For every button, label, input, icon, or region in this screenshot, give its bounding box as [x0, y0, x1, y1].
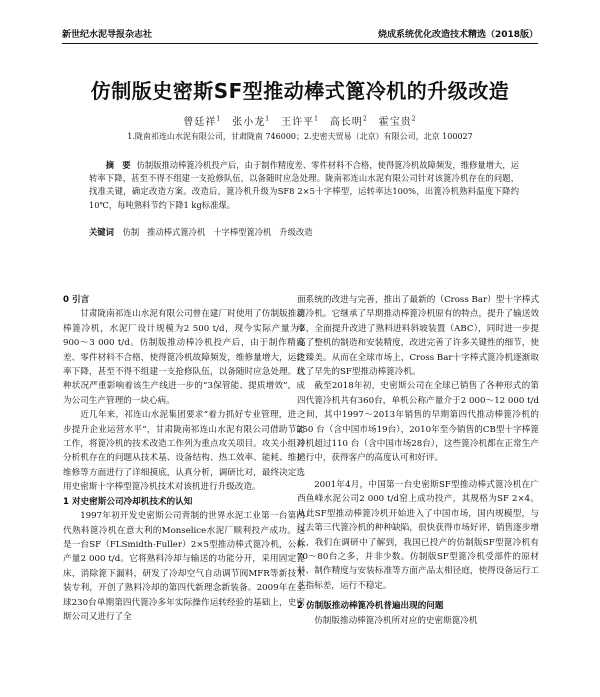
author-affil-mark: 2	[411, 115, 417, 123]
keywords-label: 关键词	[89, 227, 114, 237]
body-paragraph: 截至2018年初，史密斯公司在全球已销售了各种形式的第四代篦冷机共有360台，单机公称产量介于2 000～12 000 t/d之间，其中1997～2013年销售的早期第四代推动棒篦冷机的 250 台（含中国市场19台），2010年至今销售的CB型十字棒篦冷机超过110 台（含中国市场28台），这些篦冷机都在正常生产运行中，获得客户的高度认可和好评。	[297, 381, 539, 464]
author-name: 王许平	[281, 117, 315, 128]
author-affil-mark: 1	[216, 115, 222, 123]
author-name: 曾廷祥	[183, 117, 217, 128]
section-heading: 0 引言	[63, 295, 90, 305]
body-paragraph: 近几年来，祁连山水泥集团要求“着力抓好专业管理，进一步提升企业运营水平”，甘肃陇南祁连山水泥有限公司借助节能工作，将篦冷机的技术改造工作列为重点攻关项目。攻关小组对分析机存在的问题从技术基、设备结构、热工效率、能耗、维护维修等方面进行了详细摸底，认真分析，调研比对，最终决定选用史密斯十字棒型篦冷机技术对该机进行升级改造。	[63, 410, 305, 493]
section-heading: 1 对史密斯公司冷却机技术的认知	[63, 496, 193, 507]
keywords	[89, 226, 519, 238]
abstract-label: 摘 要	[105, 160, 131, 170]
header-rule	[62, 43, 538, 44]
body-column-left	[63, 293, 305, 624]
header-publisher: 新世纪水泥导报杂志社	[62, 30, 153, 40]
keyword: 十字棒型篦冷机	[213, 227, 272, 237]
author-affil-mark: 1	[265, 115, 271, 123]
keyword: 推动棒式篦冷机	[147, 227, 206, 237]
keyword: 升级改造	[279, 227, 313, 237]
body-paragraph: 面系统的改进与完善，推出了最新的（Cross Bar）型十字棒式篦冷机。它继承了早期推动棒篦冷机原有的特点，提升了输送效率，全面提升改进了熟料进料斜坡装置（ABC），同时进一步提高了整机的制造和安装精度，改进完善了许多关键性的细节，使之臻美。从而在全球市场上，Cross Bar十字棒式篦冷机逐渐取代了早先的SF型推动棒篦冷机。	[297, 295, 539, 378]
section-heading: 2 仿制版推动棒篦冷机普遍出现的问题	[297, 601, 444, 612]
body-column-right	[297, 293, 539, 628]
body-paragraph: 仿制版推动棒篦冷机所对应的史密斯篦冷机	[314, 615, 478, 626]
abstract-text: 仿制版推动棒篦冷机投产后，由于制作精度差、零件材料不合格，使得篦冷机故障频发，维修量增大，运转率下降，甚至不得不组建一支抢修队伍，以备随时应急处理。陇南祁连山水泥有限公司针对该篦冷机存在的问题，找准关键，确定改造方案。改造后，篦冷机升级为SF8 2×5十字棒型，运转率达100%，出篦冷机熟料温度下降约10℃，每吨熟料节约下降1 kg标准煤。	[89, 160, 519, 210]
paper-title: 仿制版史密斯SF型推动棒式篦冷机的升级改造	[90, 79, 510, 103]
affiliation: 1.陇南祁连山水泥有限公司，甘肃陇南 746000；2.史密夫贸易（北京）有限公司，北京 100027	[127, 132, 473, 141]
author-name: 张小龙	[232, 117, 266, 128]
body-paragraph: 2001年4月，中国第一台史密斯SF型推动棒式篦冷机在广西鱼峰水泥公司2 000 t/d窑上成功投产，其规格为SF 2×4。从此SF型推动棒篦冷机开始进入了中国市场，国内规模型，与过去第三代篦冷机的种种缺陷，很快获得市场好评，销售逐步增长，我们在调研中了解到，我国已投产的仿制版SF型篦冷机有70～80台之多，并非少数。仿制版SF型篦冷机受部件的原材料、制作精度与安装标准等方面产品太相径庭，使得设备运行工艺指标差，运行不稳定。	[297, 479, 539, 591]
author-name: 高长明	[329, 117, 363, 128]
author-affil-mark: 2	[362, 115, 368, 123]
body-paragraph: 甘肃陇南祁连山水泥有限公司曾在建厂时使用了仿制版推动棒篦冷机，水泥厂设计规模为2 500 t/d，现今实际产量为2 900～3 000 t/d。仿制版推动棒冷机投产后，由于制作精度差、零件材料不合格，使得篦冷机故障频发，维修量增大，运转率下降，甚至不得不组建一支抢修队伍，以备随时应急处理。这种状况严重影响着该生产线进一步的“3保管能、提质增效”，成为公司生产管理的一块心病。	[63, 309, 305, 406]
keyword: 仿制	[122, 227, 140, 237]
header-collection: 烧成系统优化改造技术精选（2018版）	[377, 30, 538, 40]
body-paragraph: 1997年初开发史密斯公司背制的世界水泥工业第一台第四代熟料篦冷机在意大利的Monselice水泥厂顺利投产成功。这是一台SF（FLSmidth-Fuller）2×5型推动棒式篦冷机，公称产量2 000 t/d。它将熟料冷却与输送的功能分开，采用固定篦床，消除篦下漏料，研发了冷却空气自动调节阀MFR等新技术装专利，开创了熟料冷却的第四代新理念新装备。2009年在全球230台单期第四代篦冷多年实际操作运转经验的基础上，史密斯公司又进行了全	[63, 511, 305, 622]
author-affil-mark: 1	[314, 115, 319, 123]
running-header	[62, 27, 538, 41]
author-name: 霍宝贵	[378, 117, 412, 128]
abstract	[89, 159, 519, 212]
author-list	[0, 113, 600, 128]
